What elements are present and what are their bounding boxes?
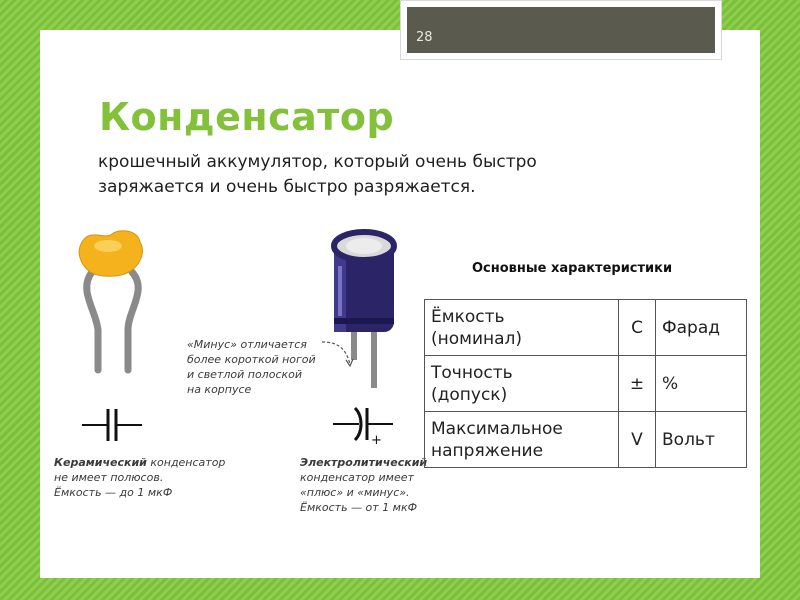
electrolytic-capacitor-symbol bbox=[333, 402, 393, 450]
ceramic-capacitor-image bbox=[60, 220, 180, 380]
table-cell-symbol: ± bbox=[619, 356, 656, 412]
row-name-line-2: (номинал) bbox=[431, 328, 523, 349]
note-line-4: на корпусе bbox=[187, 383, 252, 396]
subtitle-line-1: крошечный аккумулятор, который очень быстро bbox=[98, 152, 537, 172]
slide-title: Конденсатор bbox=[99, 95, 395, 139]
electrolytic-caption-line-3: «плюс» и «минус». bbox=[300, 486, 410, 499]
table-row bbox=[425, 356, 747, 412]
table-cell-unit: Вольт bbox=[656, 412, 747, 468]
table-row bbox=[425, 300, 747, 356]
slide-number: 28 bbox=[416, 30, 433, 45]
table-caption: Основные характеристики bbox=[472, 261, 673, 276]
ceramic-caption-line-3: Ёмкость — до 1 мкФ bbox=[54, 486, 173, 499]
table-cell-name bbox=[425, 300, 619, 356]
ceramic-caption-rest: конденсатор bbox=[146, 456, 226, 469]
table-cell-name bbox=[425, 356, 619, 412]
row-name-line-1: Ёмкость bbox=[431, 306, 505, 327]
slide-number-panel bbox=[407, 7, 715, 53]
electrolytic-caption-line-2: конденсатор имеет bbox=[300, 471, 414, 484]
table-cell-symbol: V bbox=[619, 412, 656, 468]
subtitle-line-2: заряжается и очень быстро разряжается. bbox=[98, 177, 476, 197]
note-line-3: и светлой полоской bbox=[187, 368, 303, 381]
ceramic-caption bbox=[54, 455, 225, 500]
row-name-line-1: Точность bbox=[431, 362, 513, 383]
electrolytic-caption-bold: Электролитический bbox=[300, 456, 428, 469]
electrolytic-caption-line-4: Ёмкость — от 1 мкФ bbox=[300, 501, 418, 514]
slide-subtitle bbox=[98, 150, 658, 200]
slide-number-box bbox=[400, 0, 722, 60]
row-name-line-1: Максимальное bbox=[431, 418, 563, 439]
ceramic-capacitor-symbol bbox=[82, 405, 142, 445]
pointer-arrow bbox=[320, 336, 360, 372]
table-cell-symbol: C bbox=[619, 300, 656, 356]
ceramic-caption-line-2: не имеет полюсов. bbox=[54, 471, 164, 484]
table-cell-unit: Фарад bbox=[656, 300, 747, 356]
row-name-line-2: напряжение bbox=[431, 440, 544, 461]
note-line-1: «Минус» отличается bbox=[187, 338, 307, 351]
electrolytic-caption bbox=[300, 455, 427, 515]
plus-sign: + bbox=[371, 433, 382, 448]
ceramic-caption-bold: Керамический bbox=[54, 456, 147, 469]
table-row bbox=[425, 412, 747, 468]
characteristics-table bbox=[424, 299, 747, 468]
table-cell-unit: % bbox=[656, 356, 747, 412]
table-cell-name bbox=[425, 412, 619, 468]
note-line-2: более короткой ногой bbox=[187, 353, 316, 366]
row-name-line-2: (допуск) bbox=[431, 384, 508, 405]
electrolytic-note bbox=[187, 337, 316, 397]
